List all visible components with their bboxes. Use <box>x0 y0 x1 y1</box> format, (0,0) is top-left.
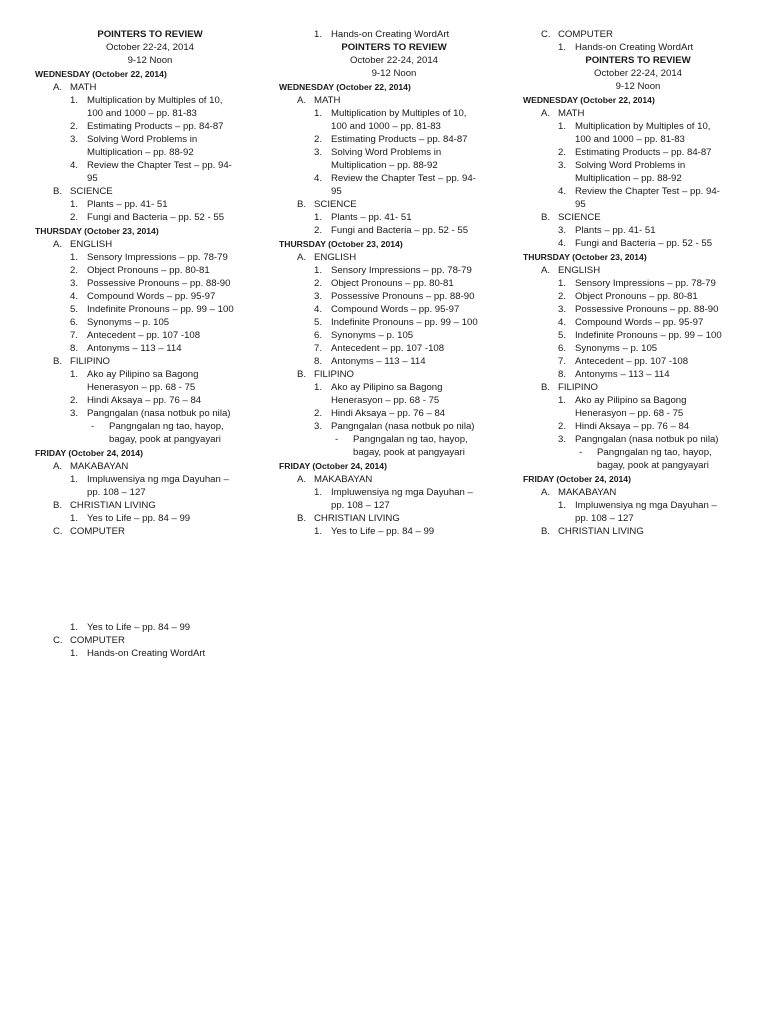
list-item: 2. Estimating Products – pp. 84-87 <box>314 134 468 145</box>
subject-christian-living: B. CHRISTIAN LIVING <box>53 500 156 511</box>
list-item: 6. Synonyms – p. 105 <box>558 343 658 354</box>
list-item: 1. Hands-on Creating WordArt <box>70 648 206 659</box>
list-item: 1. Plants – pp. 41- 51 <box>314 212 412 223</box>
subject-computer: C. COMPUTER <box>53 635 125 646</box>
list-item: 1. Yes to Life – pp. 84 – 99 <box>70 622 191 633</box>
list-item-cont: 95 <box>87 173 98 184</box>
subject-science: B. SCIENCE <box>541 212 601 223</box>
column-2 <box>279 28 509 538</box>
list-item: 5. Indefinite Pronouns – pp. 99 – 100 <box>70 304 234 315</box>
list-item: 8. Antonyms – 113 – 114 <box>558 369 670 380</box>
list-item: 3. Pangngalan (nasa notbuk po nila) <box>314 421 475 432</box>
subject-math: A. MATH <box>297 95 341 106</box>
list-item-cont: 100 and 1000 – pp. 81-83 <box>575 134 685 145</box>
list-item: 8. Antonyms – 113 – 114 <box>314 356 426 367</box>
list-item: 2. Object Pronouns – pp. 80-81 <box>70 265 210 276</box>
list-item-cont: pp. 108 – 127 <box>575 513 634 524</box>
list-item: 3. Possessive Pronouns – pp. 88-90 <box>558 304 719 315</box>
list-item: 1. Ako ay Pilipino sa Bagong <box>558 395 687 406</box>
doc-title: POINTERS TO REVIEW <box>585 55 691 66</box>
list-item: 3. Possessive Pronouns – pp. 88-90 <box>314 291 475 302</box>
day-heading-friday: FRIDAY (October 24, 2014) <box>523 474 631 484</box>
list-item: 5. Indefinite Pronouns – pp. 99 – 100 <box>314 317 478 328</box>
list-item: 2. Estimating Products – pp. 84-87 <box>558 147 712 158</box>
list-item: 4. Compound Words – pp. 95-97 <box>70 291 216 302</box>
doc-time: 9-12 Noon <box>615 81 661 92</box>
subject-filipino: B. FILIPINO <box>297 369 354 380</box>
list-item: 5. Indefinite Pronouns – pp. 99 – 100 <box>558 330 722 341</box>
subject-makabayan: A. MAKABAYAN <box>53 461 129 472</box>
column-1-continued <box>35 621 265 660</box>
subject-english: A. ENGLISH <box>53 239 113 250</box>
list-item: 4. Compound Words – pp. 95-97 <box>314 304 460 315</box>
list-item-cont: pp. 108 – 127 <box>87 487 146 498</box>
day-heading-friday: FRIDAY (October 24, 2014) <box>35 448 143 458</box>
list-item-cont: Multiplication – pp. 88-92 <box>575 173 682 184</box>
list-item-cont: Henerasyon – pp. 68 - 75 <box>575 408 684 419</box>
list-item: 4. Review the Chapter Test – pp. 94- <box>314 173 476 184</box>
list-item: 1. Sensory Impressions – pp. 78-79 <box>70 252 228 263</box>
list-item: 4. Compound Words – pp. 95-97 <box>558 317 704 328</box>
list-item-cont: 95 <box>575 199 586 210</box>
list-item: 2. Object Pronouns – pp. 80-81 <box>558 291 698 302</box>
doc-time: 9-12 Noon <box>371 68 417 79</box>
subject-computer: C. COMPUTER <box>541 29 613 40</box>
list-item: 1. Ako ay Pilipino sa Bagong <box>314 382 443 393</box>
list-item-cont: Multiplication – pp. 88-92 <box>331 160 438 171</box>
list-item-cont: Henerasyon – pp. 68 - 75 <box>87 382 196 393</box>
list-item: 1. Hands-on Creating WordArt <box>558 42 694 53</box>
list-item: 2. Hindi Aksaya – pp. 76 – 84 <box>314 408 446 419</box>
list-item: 1. Yes to Life – pp. 84 – 99 <box>314 526 435 537</box>
day-heading-friday: FRIDAY (October 24, 2014) <box>279 461 387 471</box>
list-item: 4. Review the Chapter Test – pp. 94- <box>70 160 232 171</box>
list-item: 2. Hindi Aksaya – pp. 76 – 84 <box>70 395 202 406</box>
list-item: 3. Pangngalan (nasa notbuk po nila) <box>70 408 231 419</box>
day-heading-wednesday: WEDNESDAY (October 22, 2014) <box>279 82 411 92</box>
list-item: 2. Fungi and Bacteria – pp. 52 - 55 <box>314 225 469 236</box>
list-item: 4. Review the Chapter Test – pp. 94- <box>558 186 720 197</box>
doc-title: POINTERS TO REVIEW <box>97 29 203 40</box>
list-item: 3. Solving Word Problems in <box>70 134 198 145</box>
doc-title: POINTERS TO REVIEW <box>341 42 447 53</box>
list-item-cont: Henerasyon – pp. 68 - 75 <box>331 395 440 406</box>
subject-christian-living: B. CHRISTIAN LIVING <box>297 513 400 524</box>
list-item: 7. Antecedent – pp. 107 -108 <box>558 356 689 367</box>
list-item: 1. Impluwensiya ng mga Dayuhan – <box>314 487 473 498</box>
subject-makabayan: A. MAKABAYAN <box>297 474 373 485</box>
list-item: 8. Antonyms – 113 – 114 <box>70 343 182 354</box>
sub-list-item-cont: bagay, pook at pangyayari <box>353 447 465 458</box>
list-item: 3. Solving Word Problems in <box>558 160 686 171</box>
doc-time: 9-12 Noon <box>127 55 173 66</box>
list-item: 6. Synonyms – p. 105 <box>314 330 414 341</box>
column-3 <box>523 28 753 538</box>
list-item-cont: 95 <box>331 186 342 197</box>
subject-makabayan: A. MAKABAYAN <box>541 487 617 498</box>
list-item-cont: 100 and 1000 – pp. 81-83 <box>87 108 197 119</box>
list-item: 6. Synonyms – p. 105 <box>70 317 170 328</box>
sub-list-item: - Pangngalan ng tao, hayop, <box>91 421 224 432</box>
doc-date: October 22-24, 2014 <box>349 55 438 66</box>
day-heading-thursday: THURSDAY (October 23, 2014) <box>279 239 403 249</box>
list-item: 2. Estimating Products – pp. 84-87 <box>70 121 224 132</box>
list-item-cont: pp. 108 – 127 <box>331 500 390 511</box>
doc-date: October 22-24, 2014 <box>593 68 682 79</box>
doc-date: October 22-24, 2014 <box>105 42 194 53</box>
sub-list-item: - Pangngalan ng tao, hayop, <box>579 447 712 458</box>
list-item-cont: Multiplication – pp. 88-92 <box>87 147 194 158</box>
list-item: 1. Yes to Life – pp. 84 – 99 <box>70 513 191 524</box>
day-heading-thursday: THURSDAY (October 23, 2014) <box>523 252 647 262</box>
subject-computer: C. COMPUTER <box>53 526 125 537</box>
subject-math: A. MATH <box>541 108 585 119</box>
list-item: 1. Hands-on Creating WordArt <box>314 29 450 40</box>
day-heading-wednesday: WEDNESDAY (October 22, 2014) <box>35 69 167 79</box>
column-1 <box>35 28 265 538</box>
list-item: 2. Object Pronouns – pp. 80-81 <box>314 278 454 289</box>
subject-science: B. SCIENCE <box>297 199 357 210</box>
sub-list-item-cont: bagay, pook at pangyayari <box>109 434 221 445</box>
subject-filipino: B. FILIPINO <box>53 356 110 367</box>
sub-list-item: - Pangngalan ng tao, hayop, <box>335 434 468 445</box>
list-item: 3. Plants – pp. 41- 51 <box>558 225 656 236</box>
list-item: 3. Possessive Pronouns – pp. 88-90 <box>70 278 231 289</box>
list-item: 1. Ako ay Pilipino sa Bagong <box>70 369 199 380</box>
list-item: 2. Fungi and Bacteria – pp. 52 - 55 <box>70 212 225 223</box>
subject-christian-living: B. CHRISTIAN LIVING <box>541 526 644 537</box>
list-item: 7. Antecedent – pp. 107 -108 <box>314 343 445 354</box>
list-item: 1. Impluwensiya ng mga Dayuhan – <box>558 500 717 511</box>
day-heading-thursday: THURSDAY (October 23, 2014) <box>35 226 159 236</box>
list-item: 1. Impluwensiya ng mga Dayuhan – <box>70 474 229 485</box>
list-item: 2. Hindi Aksaya – pp. 76 – 84 <box>558 421 690 432</box>
list-item: 1. Sensory Impressions – pp. 78-79 <box>314 265 472 276</box>
subject-filipino: B. FILIPINO <box>541 382 598 393</box>
subject-math: A. MATH <box>53 82 97 93</box>
list-item: 1. Multiplication by Multiples of 10, <box>314 108 467 119</box>
list-item: 1. Sensory Impressions – pp. 78-79 <box>558 278 716 289</box>
list-item: 1. Plants – pp. 41- 51 <box>70 199 168 210</box>
subject-english: A. ENGLISH <box>297 252 357 263</box>
list-item-cont: 100 and 1000 – pp. 81-83 <box>331 121 441 132</box>
list-item: 3. Solving Word Problems in <box>314 147 442 158</box>
subject-science: B. SCIENCE <box>53 186 113 197</box>
list-item: 3. Pangngalan (nasa notbuk po nila) <box>558 434 719 445</box>
list-item: 1. Multiplication by Multiples of 10, <box>70 95 223 106</box>
subject-english: A. ENGLISH <box>541 265 601 276</box>
list-item: 7. Antecedent – pp. 107 -108 <box>70 330 201 341</box>
list-item: 4. Fungi and Bacteria – pp. 52 - 55 <box>558 238 713 249</box>
sub-list-item-cont: bagay, pook at pangyayari <box>597 460 709 471</box>
list-item: 1. Multiplication by Multiples of 10, <box>558 121 711 132</box>
day-heading-wednesday: WEDNESDAY (October 22, 2014) <box>523 95 655 105</box>
